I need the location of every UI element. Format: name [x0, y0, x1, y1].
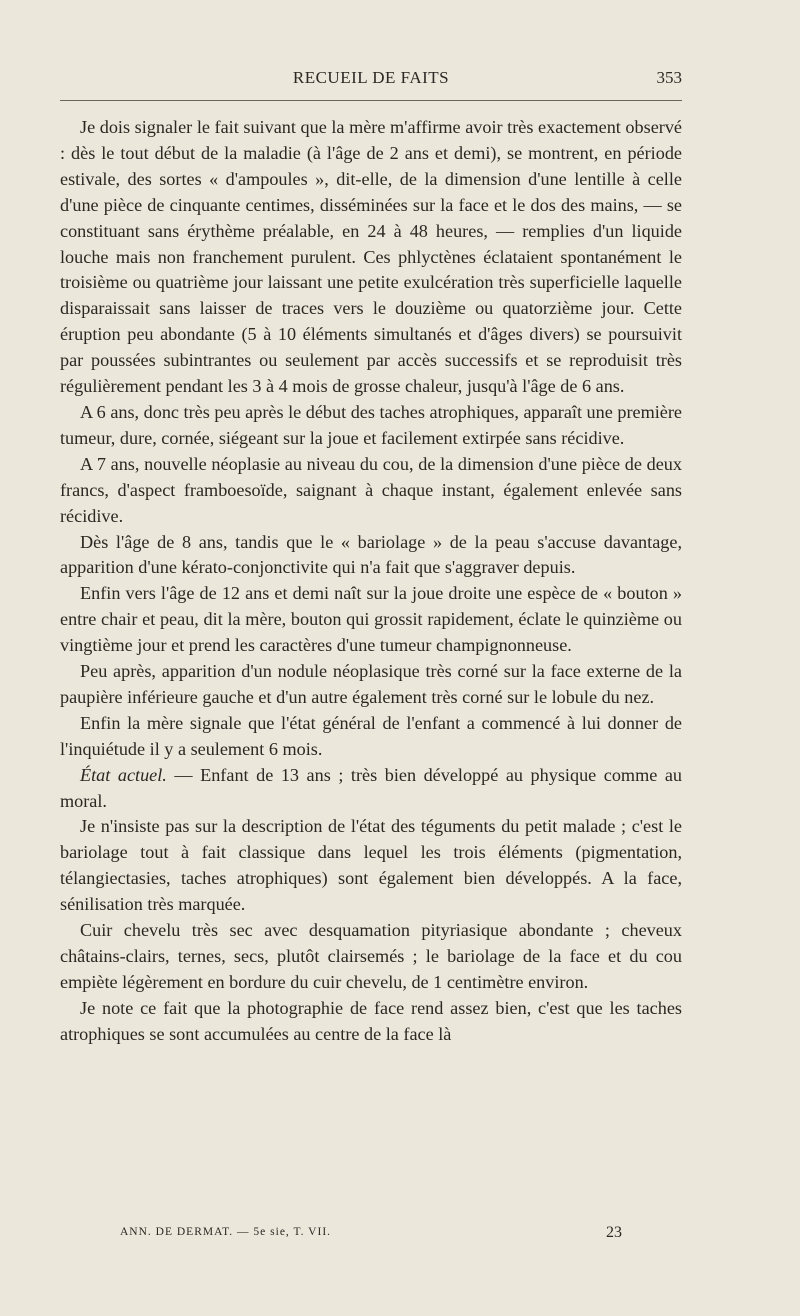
paragraph: A 7 ans, nouvelle néoplasie au niveau du cou, de la dimension d'une pièce de deux francs, d'aspect framboesoïde, saignant à chaque instant, également enlevée sans récidive. [60, 453, 682, 526]
paragraph: Dès l'âge de 8 ans, tandis que le « bariolage » de la peau s'accuse davantage, apparition d'une kérato-conjonctivite qui n'a fait que s'aggraver depuis. [60, 531, 682, 578]
paragraph: Peu après, apparition d'un nodule néoplasique très corné sur la face externe de la paupière inférieure gauche et d'un autre également très corné sur le lobule du nez. [60, 661, 682, 707]
header-rule [60, 100, 682, 101]
paragraph: Je note ce fait que la photographie de face rend assez bien, c'est que les taches atrophiques se sont accumulées au centre de la face là [60, 997, 682, 1044]
paragraph: A 6 ans, donc très peu après le début des taches atrophiques, apparaît une première tumeur, dure, cornée, siégeant sur la joue et facilement extirpée sans récidive. [60, 401, 682, 448]
paragraph: Enfin vers l'âge de 12 ans et demi naît sur la joue droite une espèce de « bouton » entre chair et peau, dit la mère, bouton qui grossit rapidement, éclate le quinzième ou vingtième jour et prend les caractères d'une tumeur champignonneuse. [60, 583, 682, 656]
running-header [60, 62, 682, 102]
page-number: 353 [656, 68, 682, 87]
paragraph: État actuel. — Enfant de 13 ans ; très bien développé au physique comme au moral. [60, 764, 683, 811]
paragraph: Cuir chevelu très sec avec desquamation pityriasique abondante ; cheveux châtains-clairs, ternes, secs, plutôt clairsemés ; le bariolage de la face et du cou empiète légèrement en bordure du cuir chevelu, de 1 centimètre environ. [60, 920, 682, 992]
running-title: RECUEIL DE FAITS [292, 68, 450, 87]
paragraph: Je dois signaler le fait suivant que la mère m'affirme avoir très exactement observé : dès le tout début de la maladie (à l'âge de 2 ans et demi), se montrent, en période estivale, des sortes « d'ampoules », dit-elle, de la dimension d'une lentille à celle d'une pièce de cinquante centimes, disséminées sur la face et le dos des mains, — se constituant sans érythème préalable, en 24 à 48 heures, — remplies d'un liquide louche mais non franchement purulent. Ces phlyctènes éclataient spontanément le troisième ou quatrième jour laissant une petite exulcération très superficielle laquelle disparaissait sans laisser de traces vers le douzième ou quatorzième jour. Cette éruption peu abondante (5 à 10 éléments simultanés et d'âges divers) se poursuivit par poussées subintrantes ou seulement par accès successifs et se reproduisit très régulièrement pendant les 3 à 4 mois de grosse chaleur, jusqu'à l'âge de 6 ans. [60, 117, 682, 397]
paragraph: Enfin la mère signale que l'état général de l'enfant a commencé à lui donner de l'inquiétude il y a seulement 6 mois. [60, 712, 682, 759]
section-lead: État actuel. [80, 764, 167, 785]
signature-mark: ANN. DE DERMAT. — 5e sie, T. VII. [120, 1226, 332, 1238]
body-text [60, 115, 682, 1048]
paragraph: Je n'insiste pas sur la description de l'état des téguments du petit malade ; c'est le bariolage tout à fait classique dans lequel les trois éléments (pigmentation, télangiectasies, taches atrophiques) sont également bien développés. A la face, sénilisation très marquée. [60, 816, 682, 915]
sheet-number: 23 [606, 1224, 622, 1241]
page-footer [60, 1222, 682, 1246]
